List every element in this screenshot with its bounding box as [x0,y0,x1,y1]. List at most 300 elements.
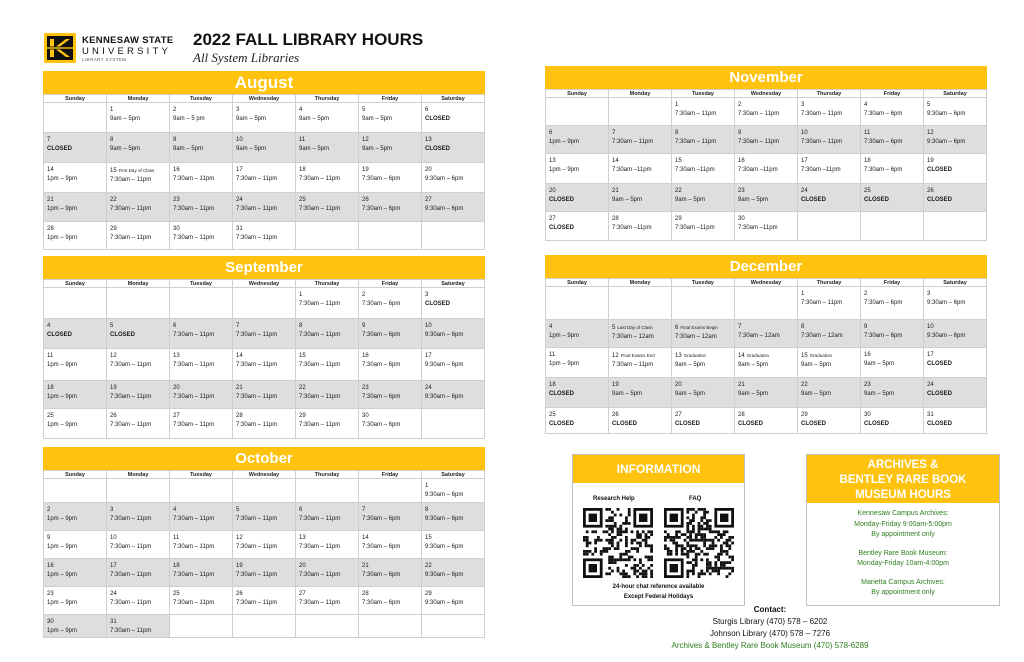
weekday-header: Monday [107,95,170,103]
day-cell [44,381,107,409]
empty-cell [107,479,170,503]
contact-title: Contact: [753,605,787,614]
hours-text: 9am – 5pm [675,362,706,368]
day-number: 23 [47,591,54,597]
hours-text: 7:30am – 11pm [299,572,341,578]
weekday-header: Saturday [422,471,485,479]
day-cell [798,126,861,154]
day-cell [359,587,422,615]
closed-label: CLOSED [864,421,890,427]
day-number: 13 [425,137,432,143]
hours-text: 7:30am – 11pm [173,572,215,578]
hours-text: 9:30am – 6pm [425,394,464,400]
day-number: 29 [110,226,117,232]
hours-text: 7:30am – 6pm [362,544,401,550]
day-cell [44,409,107,439]
hours-text: 7:30am – 6pm [362,572,401,578]
hours-text: 7:30am – 12am [801,333,843,339]
hours-text: 7:30am – 11pm [612,139,654,145]
weekday-header: Monday [609,279,672,287]
hours-text: 1pm – 9pm [549,361,580,367]
calendar-december [545,255,987,434]
day-number: 31 [927,412,934,418]
day-number: 22 [675,188,682,194]
closed-label: CLOSED [425,301,451,307]
hours-text: 9:30am – 6pm [425,362,464,368]
day-cell [107,587,170,615]
weekday-header: Wednesday [233,280,296,288]
day-number: 1 [299,292,303,298]
empty-cell [672,287,735,320]
calendar-august [43,71,485,250]
day-cell [44,133,107,163]
empty-cell [170,479,233,503]
hours-text: 9:30am – 6pm [927,300,966,306]
empty-cell [359,479,422,503]
day-cell [296,193,359,222]
information-panel [572,454,745,606]
closed-label: CLOSED [549,225,575,231]
hours-text: 7:30am – 11pm [236,600,278,606]
day-number: 24 [801,188,808,194]
hours-text: 1pm – 9pm [549,167,580,173]
day-cell [107,503,170,531]
hours-text: 7:30am – 11pm [236,516,278,522]
logo-line3: LIBRARY SYSTEM [82,57,127,62]
day-cell [170,381,233,409]
day-number: 28 [612,216,619,222]
day-cell [924,98,987,126]
day-number: 15 [425,535,432,541]
hours-text: 7:30am – 11pm [236,362,278,368]
logo-line1: KENNESAW STATE [82,35,174,46]
hours-text: 7:30am – 11pm [173,332,215,338]
hours-text: 7:30am – 11pm [299,422,341,428]
day-cell [798,378,861,408]
day-number: 12 [927,130,934,136]
hours-text: 9am – 5pm [864,361,895,367]
hours-text: 7:30am –11pm [801,167,841,173]
day-cell [359,349,422,381]
hours-text: 7:30am – 11pm [801,111,843,117]
day-number: 25 [173,591,180,597]
day-number: 27 [173,413,180,419]
day-cell [924,154,987,184]
closed-label: CLOSED [549,421,575,427]
day-cell [170,103,233,133]
day-cell [798,154,861,184]
research-help-label: Research Help [593,496,635,502]
hours-text: 9am – 5pm [362,116,393,122]
archives-hours [807,503,999,599]
calendar-grid [43,470,485,638]
day-cell [233,319,296,349]
empty-cell [44,103,107,133]
weekday-header: Thursday [296,280,359,288]
weekday-header: Sunday [44,280,107,288]
weekday-header: Monday [107,280,170,288]
day-number: 17 [236,167,243,173]
day-number: 11 [173,535,180,541]
hours-text: 9am – 5pm [738,362,769,368]
federal-holidays-text: Except Federal Holidays [623,594,694,600]
day-cell [422,133,485,163]
month-title-december: December [545,255,987,278]
weekday-header: Wednesday [735,90,798,98]
day-number: 4 [47,323,51,329]
day-number: 13 [173,353,180,359]
day-cell [609,378,672,408]
day-number: 19 [927,158,934,164]
hours-text: 1pm – 9pm [47,176,78,182]
day-number: 29 [801,412,808,418]
day-cell [296,288,359,319]
hours-text: 7:30am – 11pm [299,516,341,522]
hours-text: 9:30am – 6pm [425,544,464,550]
day-number: 11 [299,137,306,143]
hours-text: 7:30am – 11pm [110,544,152,550]
day-cell [359,503,422,531]
hours-text: 1pm – 9pm [47,422,78,428]
day-number: 17 [425,353,432,359]
hours-text: 7:30am – 6pm [864,333,903,339]
day-cell [861,348,924,378]
day-cell [546,212,609,241]
empty-cell [170,615,233,638]
weekday-header: Tuesday [170,95,233,103]
contact-sturgis: Sturgis Library (470) 578 – 6202 [712,617,828,626]
day-cell [861,408,924,434]
day-cell [107,222,170,250]
hours-text: 7:30am – 6pm [362,332,401,338]
hours-text: 7:30am – 6pm [362,301,401,307]
day-cell [296,559,359,587]
day-cell [107,163,170,193]
kennesaw-archives-note: By appointment only [871,531,935,538]
hours-text: 1pm – 9pm [47,206,78,212]
day-number: 2 [47,507,51,513]
day-cell [296,531,359,559]
day-number: 7 [362,507,366,513]
day-number: 14 [236,353,243,359]
day-note: Final Exams Begin [680,325,718,330]
weekday-header: Wednesday [233,95,296,103]
weekday-header: Thursday [296,471,359,479]
empty-cell [609,287,672,320]
hours-text: 7:30am – 6pm [362,362,401,368]
day-number: 8 [801,324,805,330]
hours-text: 9am – 5pm [110,116,141,122]
closed-label: CLOSED [549,197,575,203]
day-cell [359,193,422,222]
day-number: 12 [110,353,117,359]
day-number: 12 [362,137,369,143]
hours-text: 9am – 5pm [738,391,769,397]
faq-qr-code[interactable] [664,508,734,578]
day-number: 17 [927,352,934,358]
day-cell [672,154,735,184]
day-number: 26 [612,412,619,418]
weekday-header: Thursday [798,279,861,287]
day-number: 7 [236,323,240,329]
day-number: 6 [549,130,553,136]
hours-text: 9am – 5pm [236,146,267,152]
day-number: 24 [425,385,432,391]
closed-label: CLOSED [675,421,701,427]
day-number: 20 [173,385,180,391]
day-number: 1 [425,483,429,489]
month-title-august: August [43,71,485,94]
day-cell [107,349,170,381]
day-number: 23 [362,385,369,391]
hours-text: 7:30am – 11pm [236,332,278,338]
day-number: 8 [299,323,303,329]
day-number: 10 [801,130,808,136]
day-note: Graduation [809,353,832,358]
empty-cell [798,212,861,241]
hours-text: 7:30am – 6pm [864,139,903,145]
day-number: 6 [675,325,679,331]
day-number: 6 [299,507,303,513]
calendar-grid [43,279,485,439]
closed-label: CLOSED [927,391,953,397]
hours-text: 7:30am – 11pm [738,111,780,117]
day-number: 30 [738,216,745,222]
day-cell [735,378,798,408]
day-number: 27 [299,591,306,597]
day-number: 2 [864,291,868,297]
day-cell [44,319,107,349]
day-cell [609,212,672,241]
hours-text: 9:30am – 6pm [425,332,464,338]
day-cell [107,133,170,163]
day-cell [422,587,485,615]
day-cell [296,319,359,349]
kennesaw-archives-hours: Monday-Friday 9:00am-5:00pm [854,520,952,528]
faq-label: FAQ [689,496,702,502]
weekday-header: Thursday [798,90,861,98]
empty-cell [735,287,798,320]
weekday-header: Tuesday [170,280,233,288]
hours-text: 7:30am –11pm [738,225,778,231]
closed-label: CLOSED [738,421,764,427]
day-cell [107,381,170,409]
day-number: 30 [362,413,369,419]
weekday-header: Monday [107,471,170,479]
hours-text: 1pm – 9pm [47,362,78,368]
page-title: 2022 FALL LIBRARY HOURS [193,30,424,49]
day-cell [233,222,296,250]
day-number: 16 [738,158,745,164]
empty-cell [546,287,609,320]
day-number: 27 [549,216,556,222]
day-number: 9 [738,130,742,136]
day-number: 9 [173,137,177,143]
weekday-header: Tuesday [672,90,735,98]
ksu-logo [44,33,184,65]
empty-cell [233,479,296,503]
day-cell [170,163,233,193]
hours-text: 1pm – 9pm [47,572,78,578]
hours-text: 7:30am – 11pm [173,394,215,400]
day-number: 26 [236,591,243,597]
day-cell [107,615,170,638]
day-cell [798,287,861,320]
day-number: 16 [362,353,369,359]
hours-text: 7:30am – 11pm [299,544,341,550]
empty-cell [924,212,987,241]
day-cell [359,559,422,587]
day-number: 11 [47,353,54,359]
calendar-september [43,256,485,439]
day-cell [798,320,861,348]
day-cell [422,559,485,587]
closed-label: CLOSED [801,197,827,203]
day-cell [422,288,485,319]
empty-cell [422,222,485,250]
empty-cell [233,288,296,319]
day-cell [924,408,987,434]
day-cell [44,349,107,381]
day-number: 31 [110,619,117,625]
bentley-museum-hours: Monday-Friday 10am-4:00pm [857,560,949,567]
day-number: 14 [47,167,54,173]
information-note [573,582,744,602]
day-cell [296,409,359,439]
day-number: 21 [612,188,619,194]
day-cell [44,503,107,531]
day-cell [672,212,735,241]
day-cell [861,184,924,212]
day-cell [296,381,359,409]
day-number: 8 [675,130,679,136]
day-number: 7 [612,130,616,136]
hours-text: 7:30am – 12am [738,333,780,339]
day-number: 3 [425,292,429,298]
day-number: 29 [675,216,682,222]
hours-text: 7:30am – 11pm [612,362,654,368]
weekday-header: Sunday [44,95,107,103]
day-number: 20 [425,167,432,173]
hours-text: 7:30am – 11pm [173,422,215,428]
hours-text: 7:30am – 6pm [362,516,401,522]
day-number: 3 [801,102,805,108]
day-number: 18 [299,167,306,173]
weekday-header: Friday [861,279,924,287]
day-note: Final Exams End [620,353,655,358]
day-number: 16 [47,563,54,569]
day-number: 30 [173,226,180,232]
kennesaw-archives-title: Kennesaw Campus Archives: [857,510,949,517]
hours-text: 7:30am – 6pm [362,394,401,400]
day-number: 19 [236,563,243,569]
day-number: 22 [299,385,306,391]
day-cell [359,133,422,163]
hours-text: 7:30am – 11pm [236,422,278,428]
weekday-header: Friday [359,95,422,103]
day-cell [735,408,798,434]
day-number: 7 [738,324,742,330]
day-cell [924,378,987,408]
day-number: 18 [549,382,556,388]
calendar-november [545,66,987,241]
day-number: 5 [236,507,240,513]
day-cell [546,126,609,154]
day-number: 5 [927,102,931,108]
day-number: 23 [173,197,180,203]
day-cell [359,103,422,133]
day-cell [170,503,233,531]
hours-text: 7:30am – 11pm [675,139,717,145]
day-cell [546,320,609,348]
contact-archives: Archives & Bentley Rare Book Museum (470) 578-6289 [671,641,869,650]
hours-text: 7:30am – 6pm [362,422,401,428]
day-cell [422,163,485,193]
empty-cell [546,98,609,126]
day-cell [861,126,924,154]
day-number: 12 [612,353,619,359]
day-cell [609,408,672,434]
day-cell [735,320,798,348]
day-cell [233,133,296,163]
day-number: 17 [110,563,117,569]
day-cell [359,163,422,193]
day-number: 16 [864,352,871,358]
hours-text: 7:30am – 11pm [738,139,780,145]
day-cell [672,126,735,154]
hours-text: 1pm – 9pm [549,333,580,339]
hours-text: 1pm – 9pm [47,235,78,241]
day-number: 22 [425,563,432,569]
day-cell [672,378,735,408]
day-cell [107,103,170,133]
information-title: INFORMATION [573,455,744,483]
hours-text: 7:30am – 12am [612,334,654,340]
weekday-header: Sunday [546,279,609,287]
day-number: 19 [110,385,117,391]
day-cell [609,348,672,378]
closed-label: CLOSED [425,146,451,152]
day-number: 2 [362,292,366,298]
day-cell [861,154,924,184]
day-cell [107,531,170,559]
hours-text: 7:30am –11pm [675,225,715,231]
day-number: 11 [549,352,556,358]
hours-text: 1pm – 9pm [47,516,78,522]
day-cell [359,531,422,559]
day-cell [296,163,359,193]
hours-text: 9am – 5pm [299,146,330,152]
research-help-qr-code[interactable] [583,508,653,578]
weekday-header: Wednesday [735,279,798,287]
hours-text: 7:30am – 11pm [110,394,152,400]
day-cell [546,348,609,378]
day-number: 15 [110,168,117,174]
day-number: 6 [425,107,429,113]
day-number: 20 [299,563,306,569]
day-number: 5 [612,325,616,331]
hours-text: 7:30am – 11pm [110,235,152,241]
day-cell [422,193,485,222]
day-number: 31 [236,226,243,232]
day-cell [735,126,798,154]
calendar-grid [545,89,987,241]
day-cell [798,98,861,126]
day-cell [107,409,170,439]
hours-text: 7:30am – 11pm [110,177,152,183]
hours-text: 7:30am – 11pm [299,600,341,606]
day-cell [422,381,485,409]
